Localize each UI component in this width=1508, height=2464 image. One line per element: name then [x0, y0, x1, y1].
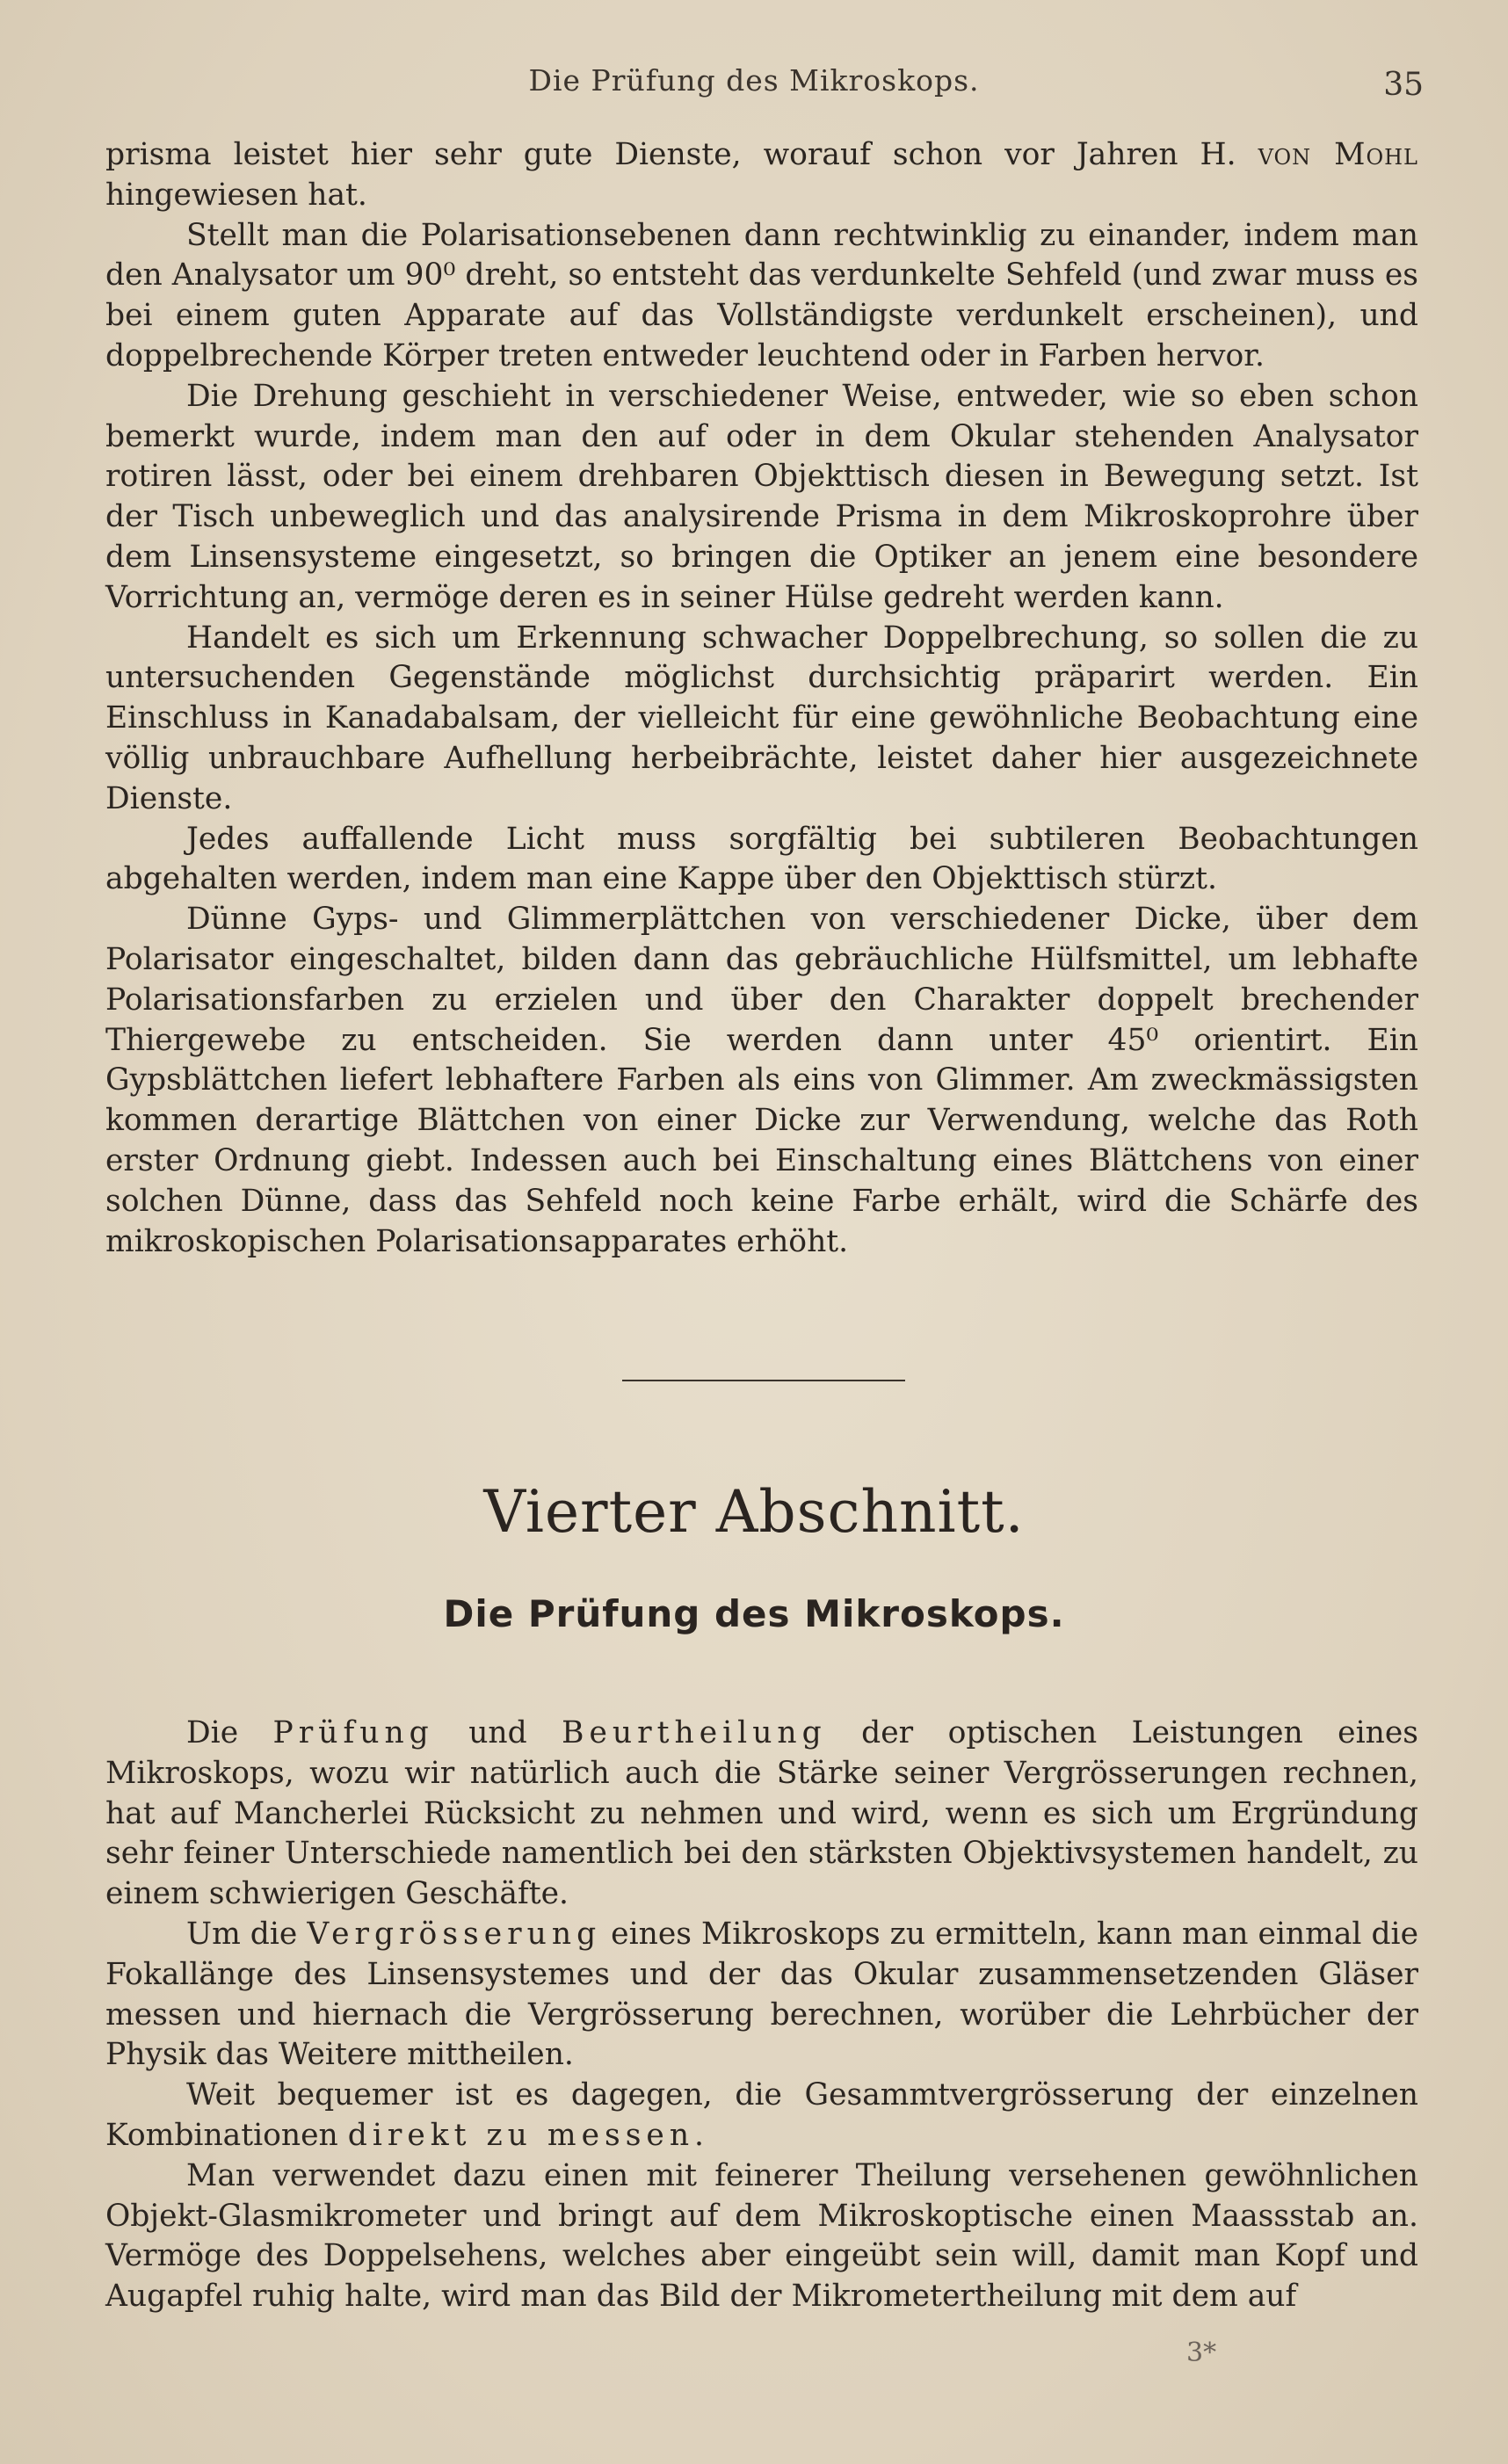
- paragraph-3: Die Drehung geschieht in verschiedener Weise, entweder, wie so eben schon bemerkt wurde, indem man den auf oder in dem Okular stehenden Analysator rotiren lässt, oder bei einem drehbaren Objekttisch diesen in Bewegung setzt. Ist der Tisch unbeweglich und das analysirende Prisma in dem Mikroskoprohre über dem Linsensysteme eingesetzt, so bringen die Optiker an jenem eine besondere Vorrichtung an, vermöge deren es in seiner Hülse gedreht werden kann.: [105, 378, 1418, 615]
- paragraph-10: Man verwendet dazu einen mit feinerer Theilung versehenen gewöhnlichen Objekt-Glasmikrometer und bringt auf dem Mikroskoptische einen Maassstab an. Vermöge des Doppelsehens, welches aber eingeübt sein will, damit man Kopf und Augapfel ruhig halte, wird man das Bild der Mikrometertheilung mit dem auf: [105, 2157, 1418, 2315]
- section-title: Vierter Abschnitt.: [483, 1478, 1025, 1546]
- page-number: 35: [1383, 67, 1424, 103]
- paragraph-7: Die Prüfung und Beurtheilung der optischen Leistungen eines Mikroskops, wozu wir natürlich auch die Stärke seiner Vergrösserungen rechnen, hat auf Mancherlei Rücksicht zu nehmen und wird, wenn es sich um Ergründung sehr feiner Unterschiede namentlich bei den stärksten Objektivsystemen handelt, zu einem schwierigen Geschäfte.: [105, 1715, 1418, 1912]
- paragraph-1: prisma leistet hier sehr gute Dienste, worauf schon vor Jahren H. von Mohl hingewiesen hat.: [105, 137, 1418, 213]
- paragraph-9: Weit bequemer ist es dagegen, die Gesammtvergrösserung der einzelnen Kombinationen direkt zu messen.: [105, 2077, 1418, 2153]
- paragraph-8: Um die Vergrösserung eines Mikroskops zu ermitteln, kann man einmal die Fokallänge des Linsensystemes und der das Okular zusammensetzenden Gläser messen und hiernach die Vergrösserung berechnen, worüber die Lehrbücher der Physik das Weitere mittheilen.: [105, 1916, 1418, 2073]
- paragraph-4: Handelt es sich um Erkennung schwacher Doppelbrechung, so sollen die zu untersuchenden Gegenstände möglichst durchsichtig präparirt werden. Ein Einschluss in Kanadabalsam, der vielleicht für eine gewöhnliche Beobachtung eine völlig unbrauchbare Aufhellung herbeibrächte, leistet daher hier ausgezeichnete Dienste.: [105, 620, 1418, 816]
- section-subtitle: Die Prüfung des Mikroskops.: [443, 1592, 1065, 1635]
- paragraph-2: Stellt man die Polarisationsebenen dann rechtwinklig zu einander, indem man den Analysator um 90⁰ dreht, so entsteht das verdunkelte Sehfeld (und zwar muss es bei einem guten Apparate auf das Vollständigste verdunkelt erscheinen), und doppelbrechende Körper treten entweder leuchtend oder in Farben hervor.: [105, 217, 1418, 373]
- upper-text-block: [105, 135, 1418, 1262]
- author-name: von Mohl: [1258, 137, 1418, 172]
- paragraph-6: Dünne Gyps- und Glimmerplättchen von verschiedener Dicke, über dem Polarisator eingeschaltet, bilden dann das gebräuchliche Hülfsmittel, um lebhafte Polarisationsfarben zu erzielen und über den Charakter doppelt brechender Thiergewebe zu entscheiden. Sie werden dann unter 45⁰ orientirt. Ein Gypsblättchen liefert lebhaftere Farben als eins von Glimmer. Am zweckmässigsten kommen derartige Blättchen von einer Dicke zur Verwendung, welche das Roth erster Ordnung giebt. Indessen auch bei Einschaltung eines Blättchens von einer solchen Dünne, dass das Sehfeld noch keine Farbe erhält, wird die Schärfe des mikroskopischen Polarisationsapparates erhöht.: [105, 902, 1418, 1259]
- section-divider: [622, 1380, 905, 1381]
- running-head: Die Prüfung des Mikroskops.: [528, 63, 980, 98]
- paragraph-5: Jedes auffallende Licht muss sorgfältig bei subtileren Beobachtungen abgehalten werden, indem man eine Kappe über den Objekttisch stürzt.: [105, 821, 1418, 897]
- lower-text-block: [105, 1714, 1418, 2317]
- signature-mark: 3*: [1186, 2337, 1217, 2368]
